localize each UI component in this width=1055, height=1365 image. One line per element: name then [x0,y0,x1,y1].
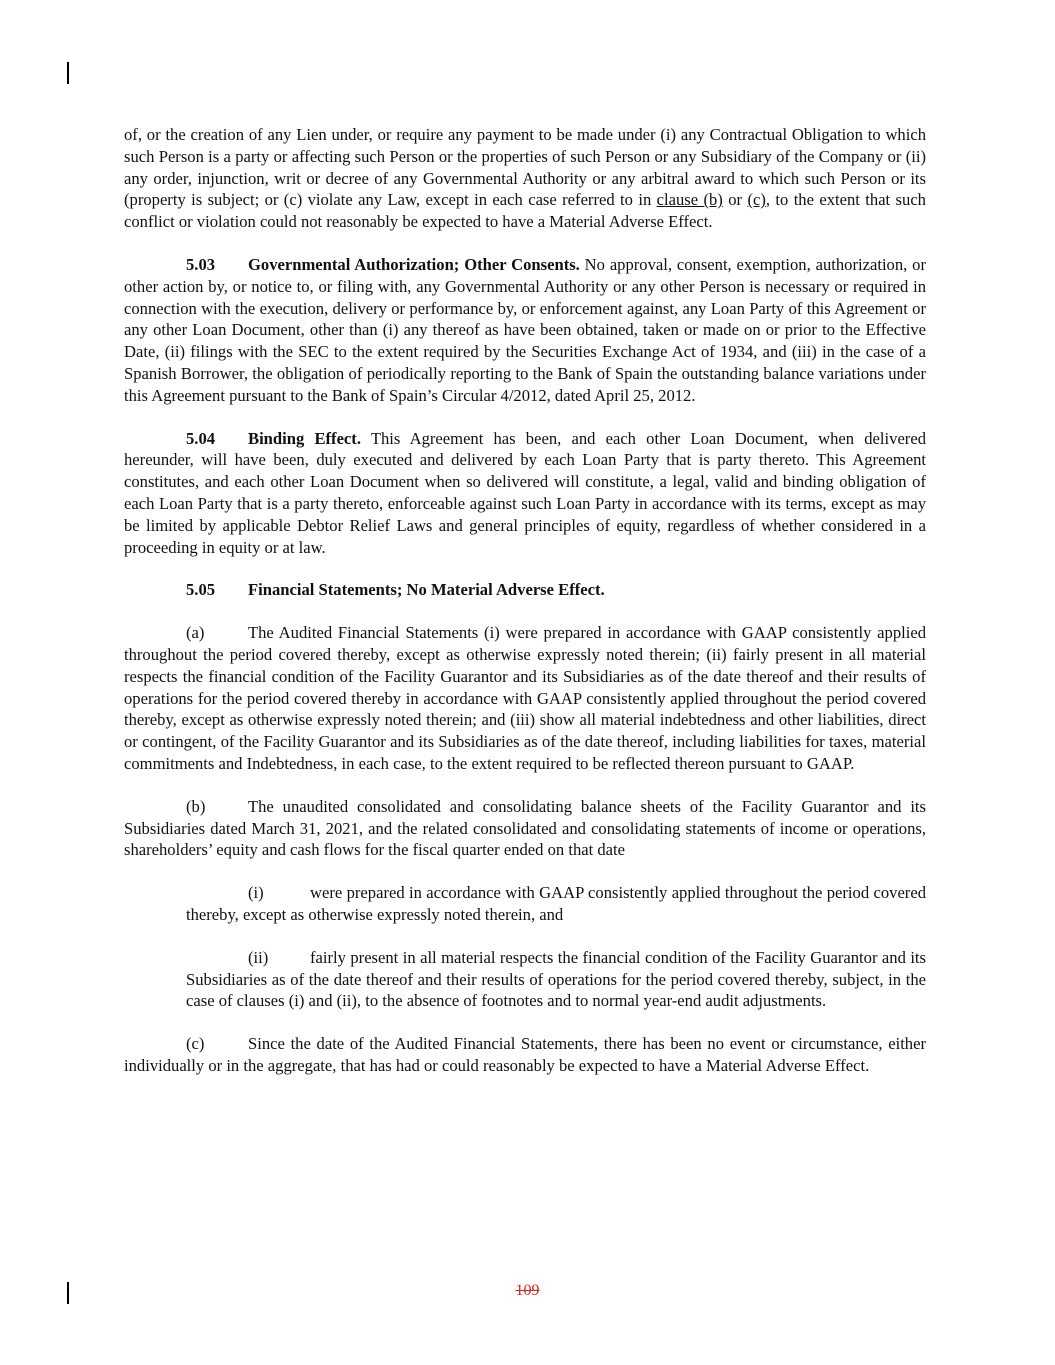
clause-label: (c) [186,1034,205,1054]
section-heading: Binding Effect. [248,428,361,448]
clause-c-reference: (c) [747,190,766,210]
clause-body: fairly present in all material respects the financial condition of the Facility Guarantor and its Subsidiaries as of the date thereof and their results of operations for the period covered thereby, subject, in the case of clauses (i) and (ii), to the absence of footnotes and to normal year-end audit adjustments. [186,947,926,1011]
section-heading: Governmental Authorization; Other Consents. [248,254,580,274]
clause-c [124,1033,926,1077]
document-page [124,124,926,1098]
clause-label: (a) [186,623,205,643]
section-5-04 [124,428,926,559]
page-number: 109 [515,1282,540,1299]
clause-body: were prepared in accordance with GAAP consistently applied throughout the period covered thereby, except as otherwise expressly noted therein, and [186,883,926,924]
clause-label: (ii) [248,947,269,967]
clause-a [124,622,926,775]
clause-body: The Audited Financial Statements (i) were prepared in accordance with GAAP consistently applied throughout the period covered thereby, except as otherwise expressly noted therein; (ii) fairly present in all material respects the financial condition of the Facility Guarantor and its Subsidiaries as of the date thereof and their results of operations for the period covered thereby in accordance with GAAP consistently applied throughout the period covered thereby, except as otherwise expressly noted therein; and (iii) show all material indebtedness and other liabilities, direct or contingent, of the Facility Guarantor and its Subsidiaries as of the date thereof, including liabilities for taxes, material commitments and Indebtedness, in each case, to the extent required to be reflected thereon pursuant to GAAP. [124,623,926,773]
clause-label: (b) [186,796,206,816]
section-body: No approval, consent, exemption, authorization, or other action by, or notice to, or filing with, any Governmental Authority or any other Person is necessary or required in connection with the execution, delivery or performance by, or enforcement against, any Loan Party of this Agreement or any other Loan Document, other than (i) any thereof as have been obtained, taken or made on or prior to the Effective Date, (ii) filings with the SEC to the extent required by the Securities Exchange Act of 1934, and (iii) in the case of a Spanish Borrower, the obligation of periodically reporting to the Bank of Spain the outstanding balance variations under this Agreement pursuant to the Bank of Spain’s Circular 4/2012, dated April 25, 2012. [124,254,926,405]
continuation-paragraph: of, or the creation of any Lien under, or require any payment to be made under (i) any Contractual Obligation to which such Person is a party or affecting such Person or the properties of such Person or any Subsidiary of the Company or (ii) any order, injunction, writ or decree of any Governmental Authority or any arbitral award to which such Person or its (property is subject; or (c) violate any Law, except in each case referred to in clause (b) or (c), to the extent that such conflict or violation could not reasonably be expected to have a Material Adverse Effect. [124,125,926,232]
section-body: This Agreement has been, and each other Loan Document, when delivered hereunder, will have been, duly executed and delivered by each Loan Party that is party thereto. This Agreement constitutes, and each other Loan Document when so delivered will constitute, a legal, valid and binding obligation of each Loan Party that is a party thereto, enforceable against such Loan Party in accordance with its terms, except as may be limited by applicable Debtor Relief Laws and general principles of equity, regardless of whether considered in a proceeding in equity or at law. [124,428,926,557]
clause-label: (i) [248,883,264,903]
clause-b-reference: clause (b) [656,190,723,210]
section-5-03 [124,254,926,407]
section-number: 5.05 [186,580,216,600]
clause-b [124,796,926,861]
clause-body: The unaudited consolidated and consolidating balance sheets of the Facility Guarantor and its Subsidiaries dated March 31, 2021, and the related consolidated and consolidating statements of income or operations, shareholders’ equity and cash flows for the fiscal quarter ended on that date [124,796,926,860]
clause-b-i [186,882,926,926]
section-5-05-heading [124,579,926,601]
clause-body: Since the date of the Audited Financial Statements, there has been no event or circumstance, either individually or in the aggregate, that has had or could reasonably be expected to have a Material Adverse Effect. [124,1034,926,1075]
section-number: 5.03 [186,254,216,274]
section-heading: Financial Statements; No Material Adverse Effect. [248,580,605,600]
clause-b-ii [186,947,926,1012]
section-number: 5.04 [186,428,216,448]
change-bar-top [67,62,69,84]
